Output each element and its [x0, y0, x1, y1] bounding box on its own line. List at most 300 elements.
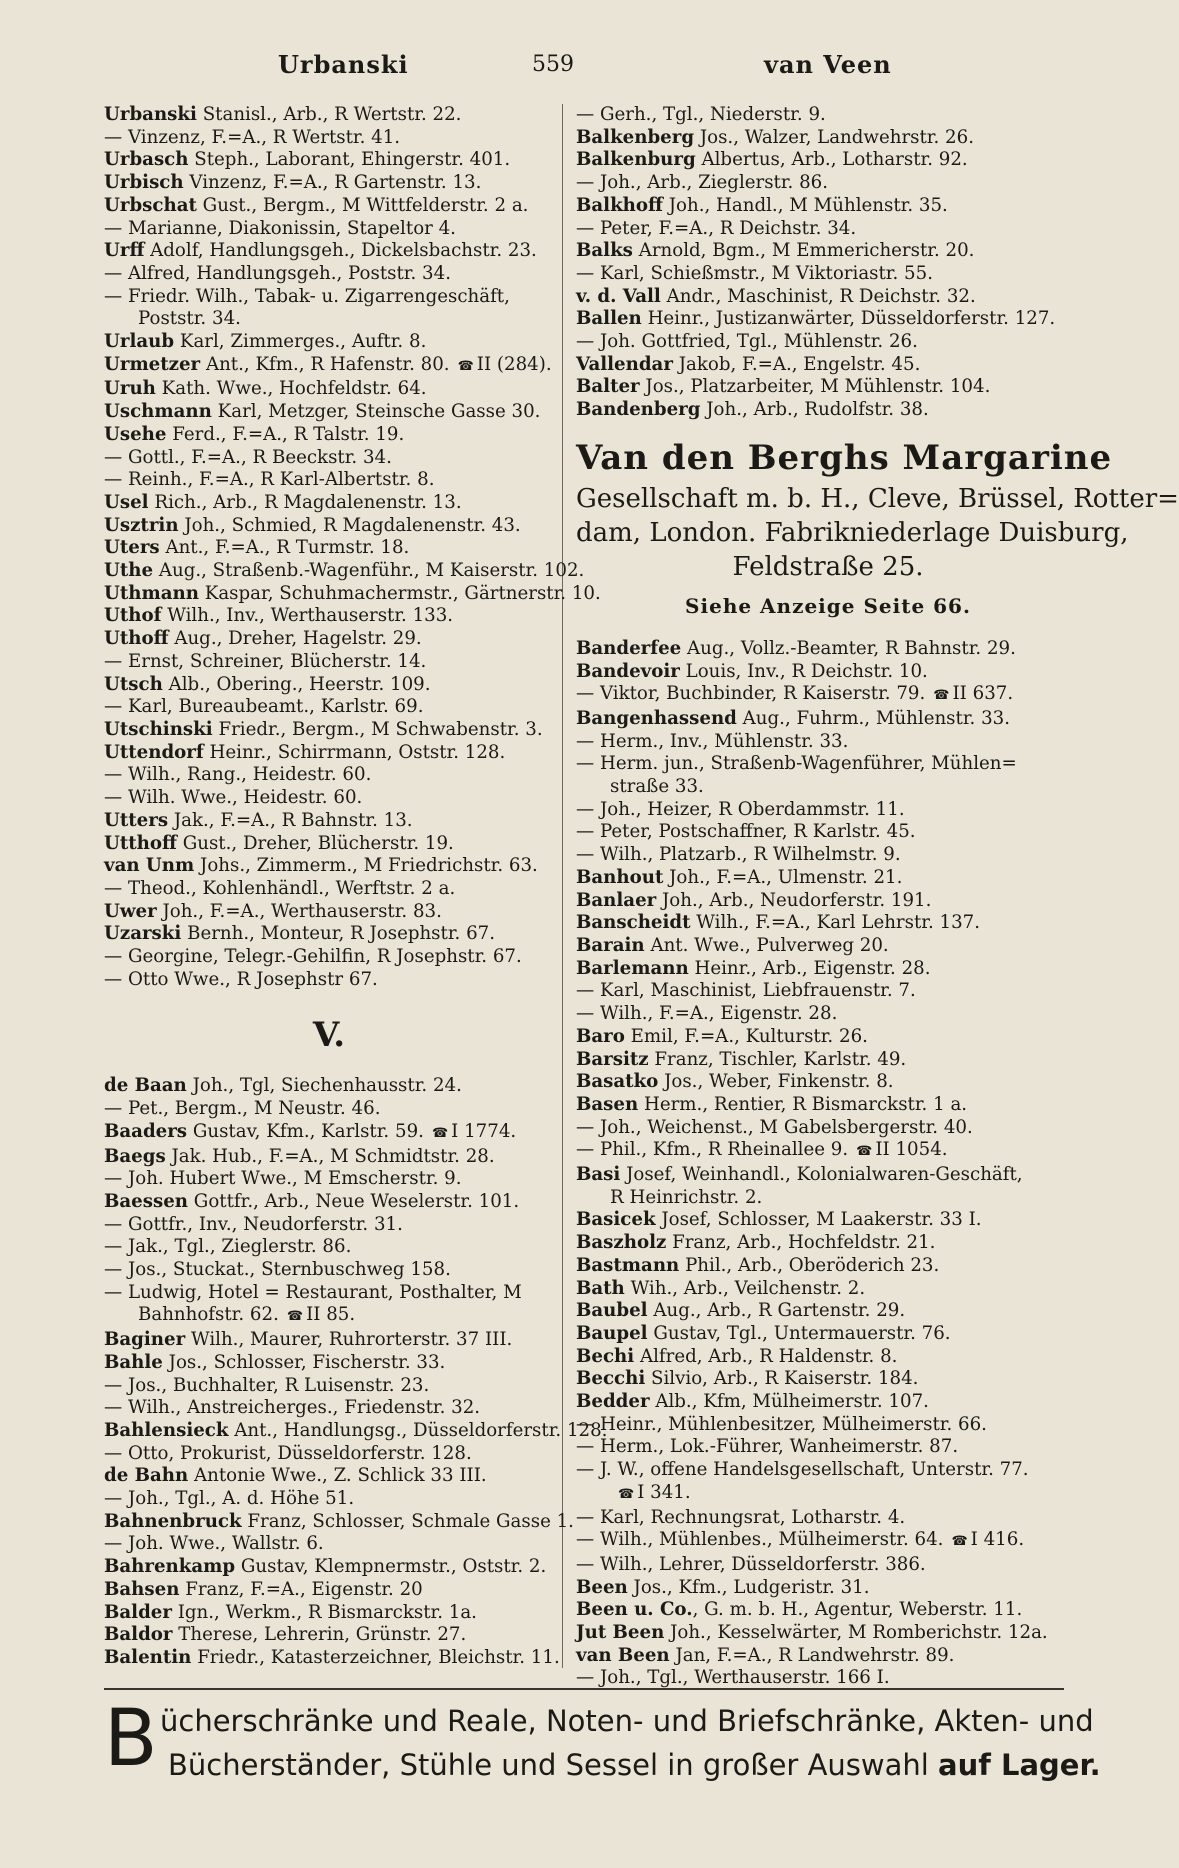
entry-surname: de Bahn [104, 1465, 189, 1487]
entry-details: Ant., F.=A., R Turmstr. 18. [159, 537, 410, 559]
entry-details: — Joh., Tgl., A. d. Höhe 51. [104, 1488, 355, 1510]
entry-details: Gustav, Klempnermstr., Oststr. 2. [235, 1556, 547, 1578]
entry-surname: Basi [576, 1164, 621, 1186]
entry-details: Jos., Walzer, Landwehrstr. 26. [694, 126, 974, 148]
directory-entry [104, 764, 554, 787]
entry-details: Heinr., Justizanwärter, Düsseldorferstr. 127. [641, 308, 1056, 330]
directory-entry [576, 1436, 1080, 1459]
directory-entry [576, 149, 1080, 172]
entry-surname: Bandevoir [576, 660, 680, 682]
entry-surname: Balks [576, 240, 633, 262]
directory-entry [104, 582, 601, 606]
directory-entry [104, 1397, 554, 1420]
entry-details: — Vinzenz, F.=A., R Wertstr. 41. [104, 126, 401, 148]
directory-entry [576, 1232, 1080, 1255]
entry-details: — Phil., Kfm., R Rheinallee 9. [576, 1139, 849, 1161]
directory-entry [104, 1602, 554, 1625]
directory-entry [576, 1139, 1080, 1164]
entry-details: — Karl, Schießmstr., M Viktoriastr. 55. [576, 262, 933, 284]
directory-entry [576, 638, 1080, 661]
entry-surname: van Been [576, 1644, 670, 1666]
entry-details: Steph., Laborant, Ehingerstr. 401. [188, 149, 511, 171]
directory-entry [104, 1488, 554, 1511]
entry-surname: Basicek [576, 1209, 656, 1231]
entry-details: — Pet., Bergm., M Neustr. 46. [104, 1098, 381, 1120]
entry-details: — Joh., Arb., Zieglerstr. 86. [576, 172, 829, 194]
directory-entry [104, 149, 554, 172]
entry-details: , G. m. b. H., Agentur, Weberstr. 11. [692, 1599, 1023, 1621]
entry-details: Joh., F.=A., Werthauserstr. 83. [156, 900, 442, 922]
directory-entry [104, 923, 554, 946]
directory-entry [576, 1577, 1080, 1600]
entry-surname: Banderfee [576, 637, 682, 659]
directory-entry [576, 172, 1080, 195]
entry-surname: Bastmann [576, 1254, 680, 1276]
directory-entry [576, 1117, 1080, 1140]
entry-details: Joh., F.=A., Ulmenstr. 21. [663, 866, 903, 888]
entry-details: — Ludwig, Hotel = Restaurant, Posthalter, M [104, 1281, 522, 1303]
telephone-icon: ☎ [286, 1309, 303, 1325]
directory-entry [104, 1075, 554, 1098]
entry-surname: Urff [104, 240, 145, 262]
entry-details: — Ernst, Schreiner, Blücherstr. 14. [104, 650, 427, 672]
directory-entry [104, 218, 554, 241]
entry-details: Silvio, Arb., R Kaiserstr. 184. [645, 1368, 919, 1390]
directory-entry [104, 628, 554, 651]
entry-details: Franz, Tischler, Karlstr. 49. [648, 1048, 907, 1070]
entry-details: — Wilh., Lehrer, Düsseldorferstr. 386. [576, 1553, 926, 1575]
directory-entry [576, 708, 1080, 731]
directory-entry [104, 1443, 554, 1466]
entry-details: Arnold, Bgm., M Emmericherstr. 20. [632, 240, 975, 262]
directory-entry [576, 240, 1080, 263]
entry-details: straße 33. [610, 776, 704, 798]
directory-entry [576, 1391, 1080, 1414]
directory-entry [576, 1026, 1080, 1049]
directory-entry [576, 776, 1080, 799]
entry-surname: Bandenberg [576, 399, 701, 421]
entry-details: Joh., Arb., Neudorferstr. 191. [656, 889, 932, 911]
entry-details: Aug., Dreher, Hagelstr. 29. [168, 628, 422, 650]
entry-details: Therese, Lehrerin, Grünstr. 27. [172, 1624, 467, 1646]
directory-entry [104, 1465, 554, 1488]
entry-details: Friedr., Katasterzeichner, Bleichstr. 11. [191, 1647, 560, 1668]
entry-surname: Barlemann [576, 957, 689, 979]
directory-entry [576, 844, 1080, 867]
entry-details: Antonie Wwe., Z. Schlick 33 III. [188, 1465, 487, 1487]
directory-entry [576, 799, 1080, 822]
entry-surname: Vallendar [576, 353, 673, 375]
entry-details: — Peter, F.=A., R Deichstr. 34. [576, 217, 857, 239]
entry-surname: Baupel [576, 1322, 648, 1344]
entry-details: — Otto Wwe., R Josephstr 67. [104, 968, 378, 990]
entry-surname: Bedder [576, 1391, 650, 1413]
entry-details: — Jos., Stuckat., Sternbuschweg 158. [104, 1259, 451, 1281]
entry-surname: Utthoff [104, 832, 177, 854]
entry-surname: Uwer [104, 900, 157, 922]
entry-surname: Balkenberg [576, 126, 695, 148]
directory-entry [104, 240, 554, 263]
footer-line-2-bold: auf Lager. [938, 1748, 1101, 1782]
entry-surname: Bechi [576, 1345, 635, 1367]
entry-surname: v. d. Vall [576, 285, 661, 307]
telephone-icon: ☎ [933, 688, 949, 704]
entry-details: Wilh., Maurer, Ruhrorterstr. 37 III. [185, 1329, 513, 1351]
right-column [576, 104, 1179, 1690]
entry-surname: Uters [104, 537, 160, 559]
entry-surname: Uschmann [104, 401, 212, 423]
entry-details: Alfred, Arb., R Haldenstr. 8. [634, 1345, 898, 1367]
directory-entry [576, 399, 1080, 422]
directory-entry [576, 218, 1080, 241]
entry-details: Heinr., Arb., Eigenstr. 28. [688, 957, 931, 979]
entry-details: Joh., Tgl, Siechenhausstr. 24. [186, 1075, 462, 1097]
entry-details: Kath. Wwe., Hochfeldstr. 64. [155, 378, 427, 400]
entry-surname: Banlaer [576, 889, 657, 911]
entry-surname: Balter [576, 376, 640, 398]
directory-entry [576, 1554, 1080, 1577]
entry-details: — Marianne, Diakonissin, Stapeltor 4. [104, 217, 456, 239]
directory-entry [576, 1529, 1080, 1554]
directory-entry [104, 810, 554, 833]
directory-entry [576, 1414, 1080, 1437]
directory-entry [104, 833, 554, 856]
directory-entry [576, 683, 1080, 708]
directory-entry [576, 1482, 1080, 1507]
ad-line-3: dam, London. Fabrikniederlage Duisburg, [576, 517, 1129, 548]
entry-surname: Uruh [104, 378, 156, 400]
directory-entry [576, 1071, 1080, 1094]
entry-surname: Ballen [576, 308, 642, 330]
entry-surname: Urbisch [104, 172, 184, 194]
header-left-keyword: Urbanski [278, 50, 409, 79]
entry-surname: Utsch [104, 673, 163, 695]
directory-entry [104, 286, 554, 309]
directory-entry [104, 378, 554, 401]
entry-surname: Bath [576, 1277, 625, 1299]
entry-details: Ant. Wwe., Pulverweg 20. [644, 934, 889, 956]
entry-surname: Balkhoff [576, 194, 663, 216]
entry-details: Karl, Metzger, Steinsche Gasse 30. [211, 401, 541, 423]
entry-details: Franz, Arb., Hochfeldstr. 21. [666, 1232, 936, 1254]
directory-entry [104, 447, 554, 470]
footer-initial-letter: B [104, 1694, 158, 1784]
entry-details: Friedr., Bergm., M Schwabenstr. 3. [212, 718, 543, 740]
entry-details: — Georgine, Telegr.-Gehilfin, R Josephstr. 67. [104, 946, 522, 968]
telephone-icon: ☎ [618, 1486, 634, 1502]
directory-entry [104, 172, 554, 195]
entry-surname: Urlaub [104, 331, 175, 353]
directory-entry [104, 308, 554, 331]
entry-details: — Karl, Bureaubeamt., Karlstr. 69. [104, 696, 424, 718]
telephone-number: II 1054. [875, 1139, 948, 1161]
entry-details: Jak. Hub., F.=A., M Schmidtstr. 28. [165, 1145, 495, 1167]
entry-details: Gustav, Kfm., Karlstr. 59. [187, 1120, 424, 1142]
entry-surname: Been u. Co. [576, 1599, 693, 1621]
directory-entry [104, 401, 554, 424]
directory-entry [104, 696, 554, 719]
directory-entry [576, 935, 1080, 958]
ad-line-2: Gesellschaft m. b. H., Cleve, Brüssel, Rotter= [576, 483, 1179, 514]
directory-entry [576, 1507, 1080, 1530]
entry-surname: Bahrenkamp [104, 1556, 236, 1578]
entry-details: — Wilh. Wwe., Heidestr. 60. [104, 787, 363, 809]
directory-entry [104, 1624, 554, 1647]
entry-surname: Baubel [576, 1300, 648, 1322]
entry-details: Heinr., Schirrmann, Oststr. 128. [203, 741, 506, 763]
entry-surname: Jut Been [576, 1622, 665, 1644]
entry-details: Bernh., Monteur, R Josephstr. 67. [181, 923, 496, 945]
directory-entry [104, 469, 554, 492]
entry-details: — Peter, Postschaffner, R Karlstr. 45. [576, 821, 916, 843]
directory-entry [576, 331, 1080, 354]
entry-details: — Wilh., Anstreicherges., Friedenstr. 32. [104, 1397, 481, 1419]
directory-entry [576, 1368, 1080, 1391]
directory-entry [576, 890, 1080, 913]
directory-entry [576, 1255, 1080, 1278]
entry-details: Adolf, Handlungsgeh., Dickelsbachstr. 23. [144, 240, 537, 262]
entry-details: — Theod., Kohlenhändl., Werftstr. 2 a. [104, 877, 456, 899]
entry-surname: Becchi [576, 1368, 646, 1390]
entry-details: Jan, F.=A., R Landwehrstr. 89. [669, 1644, 955, 1666]
ad-reference: Siehe Anzeige Seite 66. [685, 593, 971, 618]
telephone-number: II 85. [306, 1304, 356, 1326]
entry-details: — Joh. Wwe., Wallstr. 6. [104, 1533, 324, 1555]
directory-entry [104, 560, 585, 583]
directory-entry [104, 195, 554, 218]
directory-entry [104, 1579, 554, 1602]
directory-entry [104, 492, 554, 515]
entry-surname: Usztrin [104, 514, 179, 536]
telephone-number: II 637. [952, 683, 1014, 705]
entry-details: Emil, F.=A., Kulturstr. 26. [624, 1025, 868, 1047]
directory-entry [576, 104, 1080, 127]
entry-details: — Herm. jun., Straßenb-Wagenführer, Mühlen= [576, 753, 1017, 775]
entry-details: Rich., Arb., R Magdalenenstr. 13. [148, 491, 462, 513]
entry-surname: Urmetzer [104, 353, 201, 375]
entry-surname: Bangenhassend [576, 707, 737, 729]
page-header [0, 44, 1156, 84]
directory-entry [576, 1645, 1080, 1668]
directory-entry [104, 787, 554, 810]
entry-details: Ant., Kfm., R Hafenstr. 80. [200, 353, 450, 375]
entry-details: — Alfred, Handlungsgeh., Poststr. 34. [104, 262, 451, 284]
telephone-number: I 416. [970, 1529, 1025, 1551]
telephone-number: I 1774. [451, 1120, 517, 1142]
entry-surname: Utters [104, 809, 169, 831]
entry-details: Aug., Straßenb.-Wagenführ., M Kaiserstr. 102. [153, 560, 585, 582]
directory-entry [104, 263, 554, 286]
directory-entry [576, 753, 1080, 776]
entry-details: Joh., Schmied, R Magdalenenstr. 43. [178, 514, 521, 536]
directory-entry [104, 651, 554, 674]
entry-surname: Uthoff [104, 628, 169, 650]
directory-entry [576, 1049, 1080, 1072]
entry-surname: de Baan [104, 1075, 187, 1097]
entry-surname: Baaders [104, 1120, 188, 1142]
entry-details: — Joh., Heizer, R Oberdammstr. 11. [576, 798, 905, 820]
directory-entry [104, 1121, 554, 1146]
entry-details: — Gottl., F.=A., R Beeckstr. 34. [104, 446, 392, 468]
directory-entry [104, 1214, 554, 1237]
directory-entry [104, 424, 554, 447]
entry-details: Alb., Kfm, Mülheimerstr. 107. [649, 1391, 929, 1413]
entry-details: Alb., Obering., Heerstr. 109. [162, 673, 431, 695]
entry-details: Jos., Platzarbeiter, M Mühlenstr. 104. [639, 376, 991, 398]
entry-details: Albertus, Arb., Lotharstr. 92. [695, 149, 968, 171]
directory-entry [576, 1209, 1080, 1232]
directory-entry [576, 1094, 1080, 1117]
entry-surname: Barain [576, 934, 645, 956]
entry-surname: Baldor [104, 1624, 173, 1646]
entry-details: Aug., Arb., R Gartenstr. 29. [647, 1300, 906, 1322]
directory-entry [104, 742, 554, 765]
directory-entry [104, 127, 554, 150]
footer-advertisement [104, 1694, 1101, 1806]
entry-surname: Uthe [104, 560, 154, 582]
entry-details: Herm., Rentier, R Bismarckstr. 1 a. [638, 1093, 968, 1115]
entry-surname: Baro [576, 1025, 625, 1047]
entry-details: — Joh., Weichenst., M Gabelsbergerstr. 40. [576, 1116, 973, 1138]
directory-entry [104, 1236, 554, 1259]
entry-details: Gust., Bergm., M Wittfelderstr. 2 a. [196, 194, 529, 216]
entry-details: — Viktor, Buchbinder, R Kaiserstr. 79. [576, 683, 926, 705]
entry-surname: Been [576, 1576, 628, 1598]
entry-details: — Wilh., Platzarb., R Wilhelmstr. 9. [576, 844, 901, 866]
directory-entry [576, 1622, 1080, 1645]
directory-entry [104, 901, 554, 924]
entry-details: Phil., Arb., Oberöderich 23. [679, 1254, 940, 1276]
entry-details: Poststr. 34. [138, 308, 241, 330]
entry-details: — J. W., offene Handelsgesellschaft, Unterstr. 77. [576, 1459, 1029, 1481]
entry-details: Joh., Handl., M Mühlenstr. 35. [662, 194, 948, 216]
directory-entry [104, 1146, 554, 1169]
entry-details: — Joh., Tgl., Werthauserstr. 166 I. [576, 1667, 890, 1689]
entry-details: — Gottfr., Inv., Neudorferstr. 31. [104, 1213, 403, 1235]
directory-entry [104, 104, 554, 127]
ad-title: Van den Berghs Margarine [576, 437, 1113, 478]
entry-details: — Karl, Rechnungsrat, Lotharstr. 4. [576, 1506, 906, 1528]
directory-entry [104, 1419, 608, 1443]
entry-details: Gust., Dreher, Blücherstr. 19. [176, 832, 454, 854]
directory-entry [104, 537, 554, 560]
entry-surname: Bahle [104, 1351, 163, 1373]
entry-details: — Otto, Prokurist, Düsseldorferstr. 128. [104, 1442, 472, 1464]
directory-entry [104, 1168, 554, 1191]
entry-details: Andr., Maschinist, R Deichstr. 32. [660, 285, 976, 307]
directory-entry [576, 1346, 1080, 1369]
entry-details: — Joh. Gottfried, Tgl., Mühlenstr. 26. [576, 331, 918, 353]
entry-surname: Uthof [104, 605, 162, 627]
entry-surname: Balkenburg [576, 149, 696, 171]
entry-details: — Friedr. Wilh., Tabak- u. Zigarrengeschäft, [104, 285, 510, 307]
entry-surname: Baessen [104, 1190, 189, 1212]
directory-entry [104, 354, 554, 379]
entry-details: — Herm., Inv., Mühlenstr. 33. [576, 730, 849, 752]
entry-surname: Bahnenbruck [104, 1510, 242, 1532]
entry-surname: Baegs [104, 1145, 166, 1167]
entry-details: Jos., Schlosser, Fischerstr. 33. [162, 1351, 446, 1373]
entry-surname: Baszholz [576, 1232, 667, 1254]
footer-line-2 [168, 1748, 1101, 1782]
page-number: 559 [532, 52, 574, 77]
entry-details: — Wilh., Mühlenbes., Mülheimerstr. 64. [576, 1529, 944, 1551]
entry-details: — Heinr., Mühlenbesitzer, Mülheimerstr. 66. [576, 1413, 987, 1435]
entry-surname: Barsitz [576, 1048, 649, 1070]
directory-entry [104, 1556, 554, 1579]
entry-details: — Gerh., Tgl., Niederstr. 9. [576, 104, 826, 125]
directory-entry [104, 878, 554, 901]
directory-entry [104, 855, 554, 878]
entry-details: — Wilh., Rang., Heidestr. 60. [104, 764, 372, 786]
footer-line-1: ücherschränke und Reale, Noten- und Briefschränke, Akten- und [160, 1704, 1094, 1738]
telephone-icon: ☎ [431, 1125, 448, 1141]
telephone-icon: ☎ [951, 1534, 967, 1550]
entry-surname: Basatko [576, 1071, 659, 1093]
entry-details: Jakob, F.=A., Engelstr. 45. [672, 353, 921, 375]
telephone-icon: ☎ [457, 358, 473, 374]
entry-details: Jos., Weber, Finkenstr. 8. [658, 1071, 894, 1093]
entry-surname: Banhout [576, 866, 664, 888]
right-entries-a [576, 104, 1080, 422]
directory-entry [104, 1352, 554, 1375]
entry-details: Wih., Arb., Veilchenstr. 2. [624, 1277, 866, 1299]
entry-surname: Uttendorf [104, 741, 204, 763]
entry-details: — Karl, Maschinist, Liebfrauenstr. 7. [576, 980, 916, 1002]
entry-surname: Bahlensieck [104, 1419, 229, 1441]
entry-details: — Herm., Lok.-Führer, Wanheimerstr. 87. [576, 1436, 959, 1458]
entry-details: Wilh., F.=A., Karl Lehrstr. 137. [690, 912, 981, 934]
directory-entry [576, 1003, 1080, 1026]
footer-rule [104, 1688, 1064, 1690]
telephone-number: I 341. [637, 1481, 691, 1503]
directory-entry [576, 127, 1080, 150]
entry-details: Jak., F.=A., R Bahnstr. 13. [168, 809, 413, 831]
directory-entry [104, 1098, 554, 1121]
directory-entry [576, 980, 1080, 1003]
entry-details: Johs., Zimmerm., M Friedrichstr. 63. [194, 855, 538, 877]
entry-details: Ferd., F.=A., R Talstr. 19. [166, 423, 405, 445]
entry-details: R Heinrichstr. 2. [610, 1186, 763, 1208]
directory-entry [576, 1667, 1080, 1690]
directory-entry [576, 661, 1080, 684]
left-entries-a [104, 104, 601, 991]
directory-entry [576, 1164, 1080, 1187]
entry-details: Jos., Kfm., Ludgeristr. 31. [627, 1576, 870, 1598]
directory-entry [104, 1533, 554, 1556]
entry-surname: Uzarski [104, 923, 182, 945]
right-entries-b [576, 638, 1080, 1690]
directory-entry [104, 1329, 554, 1352]
directory-entry [576, 286, 1080, 309]
telephone-icon: ☎ [856, 1144, 872, 1160]
entry-surname: Baginer [104, 1329, 186, 1351]
directory-entry [576, 912, 1080, 935]
directory-entry [104, 969, 554, 992]
directory-entry [104, 1191, 554, 1214]
directory-entry [576, 308, 1080, 331]
entry-surname: Urbanski [104, 104, 197, 125]
entry-surname: Basen [576, 1093, 639, 1115]
directory-entry [576, 821, 1080, 844]
entry-details: Kaspar, Schuhmachermstr., Gärtnerstr. 10. [198, 582, 601, 604]
entry-details: Vinzenz, F.=A., R Gartenstr. 13. [183, 172, 482, 194]
directory-entry [576, 1323, 1080, 1346]
margarine-advertisement [576, 434, 1179, 628]
footer-line-2-text: Bücherständer, Stühle und Sessel in großer Auswahl [168, 1748, 939, 1782]
directory-entry [576, 195, 1080, 218]
entry-details: — Reinh., F.=A., R Karl-Albertstr. 8. [104, 469, 435, 491]
